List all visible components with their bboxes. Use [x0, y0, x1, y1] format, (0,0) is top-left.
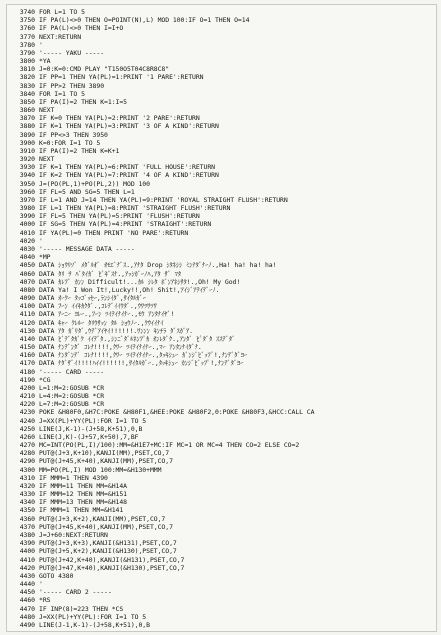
line-number: 4020 — [19, 236, 35, 245]
program-line — [15, 433, 435, 441]
program-line — [15, 310, 435, 318]
code-text: L=7:M=2:GOSUB *CR — [39, 400, 105, 409]
code-text: LINE(J,K-1)-(J+58,K+51),0,B — [39, 424, 143, 433]
program-line — [15, 351, 435, 359]
line-number: 3870 — [19, 114, 35, 123]
line-number: 3950 — [19, 179, 35, 188]
program-line — [15, 368, 435, 376]
line-number: 3760 — [19, 24, 35, 33]
line-number: 3740 — [19, 8, 35, 16]
code-text: IF K=0 THEN YA(PL)=2:PRINT '2 PARE':RETURN — [39, 114, 200, 123]
program-line — [15, 482, 435, 490]
line-number: 4410 — [19, 555, 35, 564]
code-text: DATA ﾅﾀﾞｻﾞｲ!!!!ﾊｲｲ!!!!!!,ｻｲﾀﾙｶﾞｰ.,ﾀｯｷｼｭｰ ｶﾝｼﾞﾋﾞｯﾌﾟ!,ﾅﾝﾃﾞﾀﾞﾖｰ — [39, 359, 244, 368]
program-line — [15, 163, 435, 171]
program-line — [15, 539, 435, 547]
code-text: ' — [39, 236, 43, 245]
line-number: 4080 — [19, 285, 35, 294]
program-line — [15, 531, 435, 539]
program-line — [15, 41, 435, 49]
line-number: 4260 — [19, 432, 35, 441]
program-line — [15, 270, 435, 278]
line-number: 4170 — [19, 359, 35, 368]
code-text: IF PP<>3 THEN 3950 — [39, 130, 108, 139]
code-text: NEXT — [39, 106, 55, 115]
program-line — [15, 564, 435, 572]
code-text: IF PP=1 THEN YA(PL)=1:PRINT '1 PARE':RETURN — [39, 73, 204, 82]
line-number: 4150 — [19, 343, 35, 352]
line-number: 3960 — [19, 187, 35, 196]
program-line — [15, 417, 435, 425]
code-text: GOTO 4380 — [39, 571, 74, 580]
code-text: '----- CARD ----- — [39, 367, 105, 376]
program-line — [15, 155, 435, 163]
program-line — [15, 196, 435, 204]
program-line — [15, 171, 435, 179]
program-line — [15, 65, 435, 73]
code-text: J=(PO(PL,1)+PO(PL,2)) MOD 100 — [39, 179, 150, 188]
code-text: IF K=2 THEN YA(PL)=7:PRINT '4 OF A KIND':RETURN — [39, 171, 219, 180]
code-text: IF MMM=1 THEN MM=&H141 — [39, 506, 124, 515]
line-number: 3900 — [19, 138, 35, 147]
code-text: IF YA(PL)=0 THEN PRINT 'NO PARE':RETURN — [39, 228, 189, 237]
code-text: ' — [39, 580, 43, 589]
code-text: DATA ﾋﾞﾃﾞﾀｶﾞｸ ｲｲﾃﾞﾀ.,ｼﾝﾆﾞﾀﾞﾙﾈﾝﾌﾟｶ ｵﾝﾚﾀﾞｸ.,ｱﾝﾀﾞ ﾋﾟﾀﾞﾀ ｽｽﾃﾞﾀﾞ — [39, 334, 236, 343]
code-text: IF MMM=11 THEN MM=&H14A — [39, 481, 127, 490]
code-text: IF K=1 THEN YA(PL)=6:PRINT 'FULL HOUSE':RETURN — [39, 163, 215, 172]
line-number: 4270 — [19, 441, 35, 450]
program-line — [15, 90, 435, 98]
line-number: 4070 — [19, 277, 35, 286]
program-line — [15, 229, 435, 237]
program-line — [15, 474, 435, 482]
line-number: 4040 — [19, 253, 35, 262]
line-number: 4180 — [19, 367, 35, 376]
program-line — [15, 400, 435, 408]
line-number: 3820 — [19, 73, 35, 82]
code-text: *MP — [39, 253, 51, 262]
line-number: 4190 — [19, 375, 35, 384]
line-number: 3800 — [19, 57, 35, 66]
program-line — [15, 556, 435, 564]
program-line — [15, 261, 435, 269]
line-number: 3990 — [19, 212, 35, 221]
code-text: LINE(J,K)-(J+57,K+50),7,BF — [39, 432, 139, 441]
program-line — [15, 466, 435, 474]
code-text: PUT@(J+5,K+2),KANJI(&H130),PSET,CO,7 — [39, 547, 177, 556]
code-text: '----- MESSAGE DATA ----- — [39, 244, 135, 253]
code-text: DATA ｱｰﾆｰ ﾖﾚｰ.,ﾌｰﾝ ﾂｲﾃｲﾅｲﾅｰ.,ﾓｳ ｱﾝﾀﾅｲﾔﾞ! — [39, 310, 175, 319]
program-line — [15, 605, 435, 613]
line-number: 3810 — [19, 65, 35, 74]
line-number: 3790 — [19, 48, 35, 57]
code-text: DATA ﾅﾝﾃﾞﾝﾀﾞ ｺﾚﾅ!!!!,ｸﾜｰ ﾂｲﾃｲﾅｲﾅｰ.,ﾏｰ ｱﾝﾀﾝﾅｲﾀﾞﾅ. — [39, 343, 202, 352]
program-line — [15, 106, 435, 114]
line-number: 4290 — [19, 457, 35, 466]
code-text: '----- YAKU ----- — [39, 48, 105, 57]
code-text: PUT@(J+47,K+40),KANJI(&H130),PSET,CO,7 — [39, 563, 185, 572]
code-text: MC=INT(PO(PL,I)/100):MM=&H1E7+MC:IF MC=1 OR MC=4 THEN CO=2 ELSE CO=2 — [39, 441, 300, 450]
code-text: IF INP(8)=223 THEN *CS — [39, 604, 124, 613]
line-number: 4050 — [19, 261, 35, 270]
line-number: 4350 — [19, 506, 35, 515]
line-number: 4010 — [19, 228, 35, 237]
line-number: 4160 — [19, 351, 35, 360]
code-text: IF MMM=1 THEN 4390 — [39, 473, 108, 482]
code-text: '----- CARD 2 ----- — [39, 588, 112, 597]
program-line — [15, 294, 435, 302]
line-number: 3860 — [19, 106, 35, 115]
program-line — [15, 490, 435, 498]
code-text: MM=PO(PL,I) MOD 100:MM=&H130+MMM — [39, 465, 162, 474]
code-text: PUT@(J+42,K+40),KANJI(&H131),PSET,CO,7 — [39, 555, 185, 564]
line-number: 4380 — [19, 531, 35, 539]
line-number: 3980 — [19, 204, 35, 213]
code-text: L=1:M=2:GOSUB *CR — [39, 383, 105, 392]
line-number: 4250 — [19, 424, 35, 433]
program-line — [15, 245, 435, 253]
line-number: 4110 — [19, 310, 35, 319]
program-line — [15, 286, 435, 294]
code-text: PUT@(J+45,K+40),KANJI(MM),PSET,CO,7 — [39, 457, 173, 466]
line-number: 3750 — [19, 16, 35, 25]
program-line — [15, 343, 435, 351]
line-number: 3940 — [19, 171, 35, 180]
line-number: 4420 — [19, 563, 35, 572]
program-line — [15, 319, 435, 327]
code-text: IF L=1 THEN YA(PL)=8:PRINT 'STRAIGHT FLUSH':RETURN — [39, 204, 231, 213]
code-text: ' — [39, 40, 43, 49]
program-line — [15, 204, 435, 212]
program-line — [15, 523, 435, 531]
line-number: 4030 — [19, 244, 35, 253]
program-line — [15, 180, 435, 188]
line-number: 4430 — [19, 571, 35, 580]
code-text: LINE(J-1,K-1)-(J+58,K+51),0,B — [39, 620, 150, 629]
code-text: IF MMM=13 THEN MM=&H148 — [39, 498, 127, 507]
program-line — [15, 359, 435, 367]
program-line — [15, 335, 435, 343]
line-number: 3770 — [19, 32, 35, 41]
line-number: 4140 — [19, 334, 35, 343]
program-line — [15, 139, 435, 147]
line-number: 4460 — [19, 596, 35, 605]
line-number: 4130 — [19, 326, 35, 335]
program-line — [15, 588, 435, 596]
line-number: 4220 — [19, 400, 35, 409]
program-line — [15, 547, 435, 555]
code-text: DATA Ya! I Won It!,Lucky!!,Oh! Shit!,ｱｲｼﾞｱﾃｲﾃﾞｰﾉ. — [39, 285, 220, 294]
line-number: 4240 — [19, 416, 35, 425]
line-number: 4480 — [19, 612, 35, 621]
line-number: 3880 — [19, 122, 35, 131]
program-line — [15, 441, 435, 449]
program-line — [15, 49, 435, 57]
basic-program-listing — [15, 8, 435, 630]
line-number: 4060 — [19, 269, 35, 278]
code-text: NEXT:RETURN — [39, 32, 82, 41]
line-number: 3890 — [19, 130, 35, 139]
code-text: L=4:M=2:GOSUB *CR — [39, 392, 105, 401]
line-number: 4100 — [19, 302, 35, 311]
code-text: IF PP>2 THEN 3890 — [39, 81, 105, 90]
program-line — [15, 506, 435, 514]
code-text: DATA ｷｬｰ ｸﾚﾙｰ ﾀﾘｳｻｯﾝ ﾀﾙ ｼｮｳﾉｰ.,ｸｳｲｲﾅｲ — [39, 318, 164, 327]
code-text: FOR I=1 TO 5 — [39, 89, 85, 98]
line-number: 4390 — [19, 539, 35, 548]
program-line — [15, 122, 435, 130]
code-text: PUT@(J+45,K+40),KANJI(MM),PSET,CO,7 — [39, 522, 173, 531]
program-line — [15, 425, 435, 433]
line-number: 3910 — [19, 146, 35, 155]
code-text: PUT@(J+3,K+2),KANJI(MM),PSET,CO,7 — [39, 514, 166, 523]
program-line — [15, 392, 435, 400]
code-text: IF MMM=12 THEN MM=&H151 — [39, 490, 127, 499]
line-number: 4280 — [19, 449, 35, 458]
line-number: 4120 — [19, 318, 35, 327]
line-number: 3840 — [19, 89, 35, 98]
line-number: 4000 — [19, 220, 35, 229]
code-text: IF PA(L)<>0 THEN I=I+O — [39, 24, 124, 33]
code-text: IF PA(I)=2 THEN K=1:I=5 — [39, 97, 127, 106]
line-number: 3830 — [19, 81, 35, 90]
line-number: 4340 — [19, 498, 35, 507]
program-line — [15, 73, 435, 81]
line-number: 4360 — [19, 514, 35, 523]
line-number: 4450 — [19, 588, 35, 597]
program-line — [15, 408, 435, 416]
line-number: 3850 — [19, 97, 35, 106]
code-text: *YA — [39, 57, 51, 66]
line-number: 4370 — [19, 522, 35, 531]
program-line — [15, 212, 435, 220]
printed-listing-page — [6, 4, 437, 632]
code-text: POKE &H80F0,&H7C:POKE &H80F1,&HEE:POKE &H80F2,0:POKE &H80F3,&HCC:CALL CA — [39, 408, 315, 417]
code-text: DATA ｶﾚﾌﾞ ｶﾝﾝ Difficult!...ｶﾙ ｼﾚﾀ ﾎﾞﾝｱﾈｼｻﾀ!.,Oh! My God! — [39, 277, 241, 286]
line-number: 4090 — [19, 294, 35, 303]
line-number: 3970 — [19, 195, 35, 204]
line-number: 4490 — [19, 620, 35, 629]
code-text: IF PA(L)<>0 THEN O=POINT(N),L) MOD 100:IF O=1 THEN O=14 — [39, 16, 250, 25]
program-line — [15, 188, 435, 196]
code-text: DATA ｱﾀ ｶﾞﾘﾀﾞ,ｳﾃﾞｱｲﾔｲ!!!!!!.ﾜﾝﾝﾝ ｷﾝﾁﾗ ﾀﾞｽｶﾞｱ. — [39, 326, 194, 335]
program-line — [15, 82, 435, 90]
code-text: J=0:K=0:CMD PLAY "T150O5T04C8R8C8" — [39, 65, 170, 74]
code-text: DATA ﾅﾝﾀﾞﾝﾃﾞ ｺﾚﾅ!!!!,ｸﾜｰ ﾂｲﾃｲﾅｲﾅｰ.,ﾀｯｷｼｭｰ ｶﾞﾝｼﾞﾋﾞｯﾌﾟ!,ﾅﾝﾃﾞﾀﾞﾖｰ — [39, 351, 248, 360]
program-line — [15, 98, 435, 106]
line-number: 4470 — [19, 604, 35, 613]
program-line — [15, 621, 435, 629]
code-text: *RS — [39, 596, 51, 605]
program-line — [15, 596, 435, 604]
line-number: 4210 — [19, 392, 35, 401]
program-line — [15, 24, 435, 32]
program-line — [15, 613, 435, 621]
code-text: IF FL=5 THEN YA(PL)=5:PRINT 'FLUSH':RETURN — [39, 212, 200, 221]
code-text: IF SG=5 THEN YA(PL)=4:PRINT 'STRAIGHT':RETURN — [39, 220, 212, 229]
program-line — [15, 498, 435, 506]
code-text: J=J+60:NEXT:RETURN — [39, 531, 108, 539]
program-line — [15, 33, 435, 41]
program-line — [15, 253, 435, 261]
code-text: IF K=1 THEN YA(PL)=3:PRINT '3 OF A KIND':RETURN — [39, 122, 219, 131]
line-number: 4230 — [19, 408, 35, 417]
program-line — [15, 580, 435, 588]
program-line — [15, 515, 435, 523]
line-number: 4300 — [19, 465, 35, 474]
program-line — [15, 449, 435, 457]
code-text: IF FL=5 AND SG=5 THEN L=1 — [39, 187, 135, 196]
program-line — [15, 457, 435, 465]
line-number: 4400 — [19, 547, 35, 556]
code-text: J=XX(PL)+YY(PL):FOR I=1 TO 5 — [39, 416, 147, 425]
program-line — [15, 278, 435, 286]
program-line — [15, 220, 435, 228]
code-text: IF PA(I)=2 THEN K=K+1 — [39, 146, 120, 155]
code-text: DATA ﾀﾘ ｦ ﾊﾞﾀｲｶﾞ ﾋﾟｷﾞｽﾅ.,ｱｯｼｶﾞｰﾉﾊ,ｱﾀ ｻﾞ ﾏﾀ — [39, 269, 181, 278]
code-text: DATA ｵｰｸｰ ﾀｯｺﾞｯｾｰ,ﾗﾝｼｲﾀﾞ,ｻｲﾀﾙｶﾞｰ — [39, 294, 146, 303]
line-number: 4310 — [19, 473, 35, 482]
code-text: FOR L=1 TO 5 — [39, 8, 85, 16]
program-line — [15, 16, 435, 24]
line-number: 4320 — [19, 481, 35, 490]
code-text: DATA ｼｮｳﾘｿﾞ ﾒﾀﾞﾙｵﾞ ｵﾓｴﾞﾅﾞｽ.,ｱﾅﾀ Drop ｼﾀﾈｼｼ ﾐﾝﾅﾀﾞﾅｰﾉ.,Ha! ha! ha! ha! — [39, 261, 277, 270]
program-line — [15, 114, 435, 122]
program-line — [15, 8, 435, 16]
code-text: J=XX(PL)+YY(PL):FOR I=1 TO 5 — [39, 612, 147, 621]
line-number: 3920 — [19, 155, 35, 164]
program-line — [15, 131, 435, 139]
program-line — [15, 384, 435, 392]
line-number: 4330 — [19, 490, 35, 499]
code-text: K=0:FOR I=1 TO 5 — [39, 138, 101, 147]
program-line — [15, 237, 435, 245]
program-line — [15, 147, 435, 155]
program-line — [15, 572, 435, 580]
line-number: 4200 — [19, 383, 35, 392]
code-text: PUT@(J+3,K+3),KANJI(&H131),PSET,CO,7 — [39, 539, 177, 548]
program-line — [15, 376, 435, 384]
line-number: 3930 — [19, 163, 35, 172]
code-text: IF L=1 AND J=14 THEN YA(PL)=9:PRINT 'ROYAL STRAIGHT FLUSH':RETURN — [39, 195, 288, 204]
code-text: *CG — [39, 375, 51, 384]
line-number: 4440 — [19, 580, 35, 589]
program-line — [15, 302, 435, 310]
program-line — [15, 57, 435, 65]
program-line — [15, 327, 435, 335]
code-text: NEXT — [39, 155, 55, 164]
code-text: DATA ﾌｰﾝ ｲｲｷｶｸﾀﾞ.,ｺﾚﾃﾞｲｲｳﾀﾞ.,ｳﾜﾂﾜﾂﾜ — [39, 302, 157, 311]
line-number: 3780 — [19, 40, 35, 49]
code-text: PUT@(J+3,K+10),KANJI(MM),PSET,CO,7 — [39, 449, 170, 458]
